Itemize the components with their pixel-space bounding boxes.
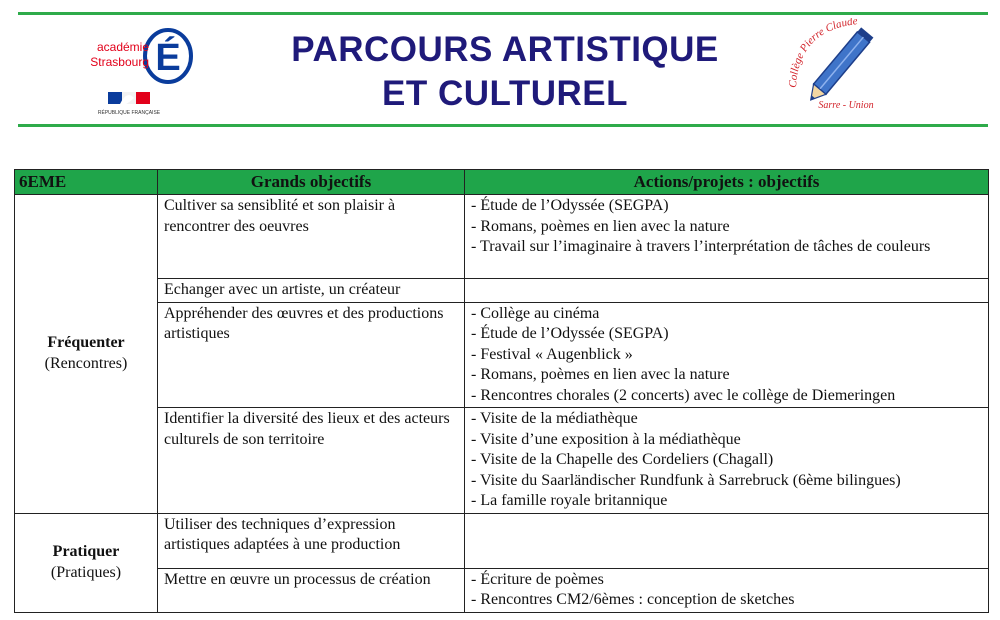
top-divider xyxy=(18,12,988,15)
table-row xyxy=(15,279,989,303)
category-sublabel: (Pratiques) xyxy=(50,563,122,581)
action-item: - Visite de la Chapelle des Cordeliers (Chagall) xyxy=(471,451,774,468)
header-divider xyxy=(18,124,988,127)
action-item: - La famille royale britannique xyxy=(471,492,668,509)
objective-cell: Cultiver sa sensiblité et son plaisir à rencontrer des oeuvres xyxy=(158,195,465,279)
table-row xyxy=(15,513,989,568)
action-item: - Collège au cinéma xyxy=(471,304,600,322)
academie-logo-graphic xyxy=(80,18,210,122)
action-item: - Festival « Augenblick » xyxy=(471,345,633,363)
category-pratiquer xyxy=(15,513,158,612)
action-item: - Travail sur l’imaginaire à travers l’interprétation de tâches de couleurs xyxy=(471,238,931,255)
academie-text-line1: académie xyxy=(96,40,149,54)
pencil-logo-graphic xyxy=(788,18,898,114)
action-item: - Étude de l’Odyssée (SEGPA) xyxy=(471,325,669,342)
college-pierre-claude-logo xyxy=(788,18,898,114)
objective-cell: Echanger avec un artiste, un créateur xyxy=(158,279,465,303)
objective-cell: Appréhender des œuvres et des productions artistiques xyxy=(158,302,465,408)
academie-text-line2: Strasbourg xyxy=(90,55,149,69)
republique-caption: RÉPUBLIQUE FRANÇAISE xyxy=(97,110,161,116)
title-line-1: PARCOURS ARTISTIQUE xyxy=(291,30,719,69)
action-item: - Rencontres CM2/6èmes : conception de sketches xyxy=(471,591,795,608)
action-item: - Romans, poèmes en lien avec la nature xyxy=(471,217,730,235)
action-item: - Écriture de poèmes xyxy=(471,570,604,588)
parcours-table xyxy=(14,169,989,613)
header-level: 6EME xyxy=(15,170,158,195)
action-item: - Étude de l’Odyssée (SEGPA) xyxy=(471,197,669,214)
category-label: Fréquenter xyxy=(47,334,125,352)
page-title xyxy=(240,28,770,116)
action-item: - Romans, poèmes en lien avec la nature xyxy=(471,366,730,383)
objective-cell: Identifier la diversité des lieux et des acteurs culturels de son territoire xyxy=(158,408,465,514)
actions-cell xyxy=(465,513,989,568)
table-header-row xyxy=(15,170,989,195)
action-item: - Visite du Saarländischer Rundfunk à Sarrebruck (6ème bilingues) xyxy=(471,471,901,489)
academie-strasbourg-logo xyxy=(80,18,210,122)
actions-cell xyxy=(465,568,989,612)
header-objectives: Grands objectifs xyxy=(158,170,465,195)
category-label: Pratiquer xyxy=(52,543,120,560)
header-actions: Actions/projets : objectifs xyxy=(465,170,989,195)
college-bottom-text: Sarre - Union xyxy=(818,100,874,111)
title-line-2: ET CULTUREL xyxy=(382,74,628,113)
action-item: - Visite de la médiathèque xyxy=(471,410,638,427)
objective-cell: Utiliser des techniques d’expression artistiques adaptées à une production xyxy=(158,513,465,568)
category-sublabel: (Rencontres) xyxy=(44,354,128,372)
actions-cell xyxy=(465,279,989,303)
table-row xyxy=(15,568,989,612)
category-frequenter xyxy=(15,195,158,514)
objective-cell: Mettre en œuvre un processus de création xyxy=(158,568,465,612)
academie-letter: É xyxy=(155,37,181,79)
actions-cell xyxy=(465,408,989,514)
action-item: - Rencontres chorales (2 concerts) avec le collège de Diemeringen xyxy=(471,386,896,404)
actions-cell xyxy=(465,195,989,279)
table-row xyxy=(15,302,989,408)
college-arc-text: Collège Pierre Claude xyxy=(788,18,859,89)
actions-cell xyxy=(465,302,989,408)
table-row xyxy=(15,195,989,279)
table-row xyxy=(15,408,989,514)
action-item: - Visite d’une exposition à la médiathèque xyxy=(471,430,741,448)
